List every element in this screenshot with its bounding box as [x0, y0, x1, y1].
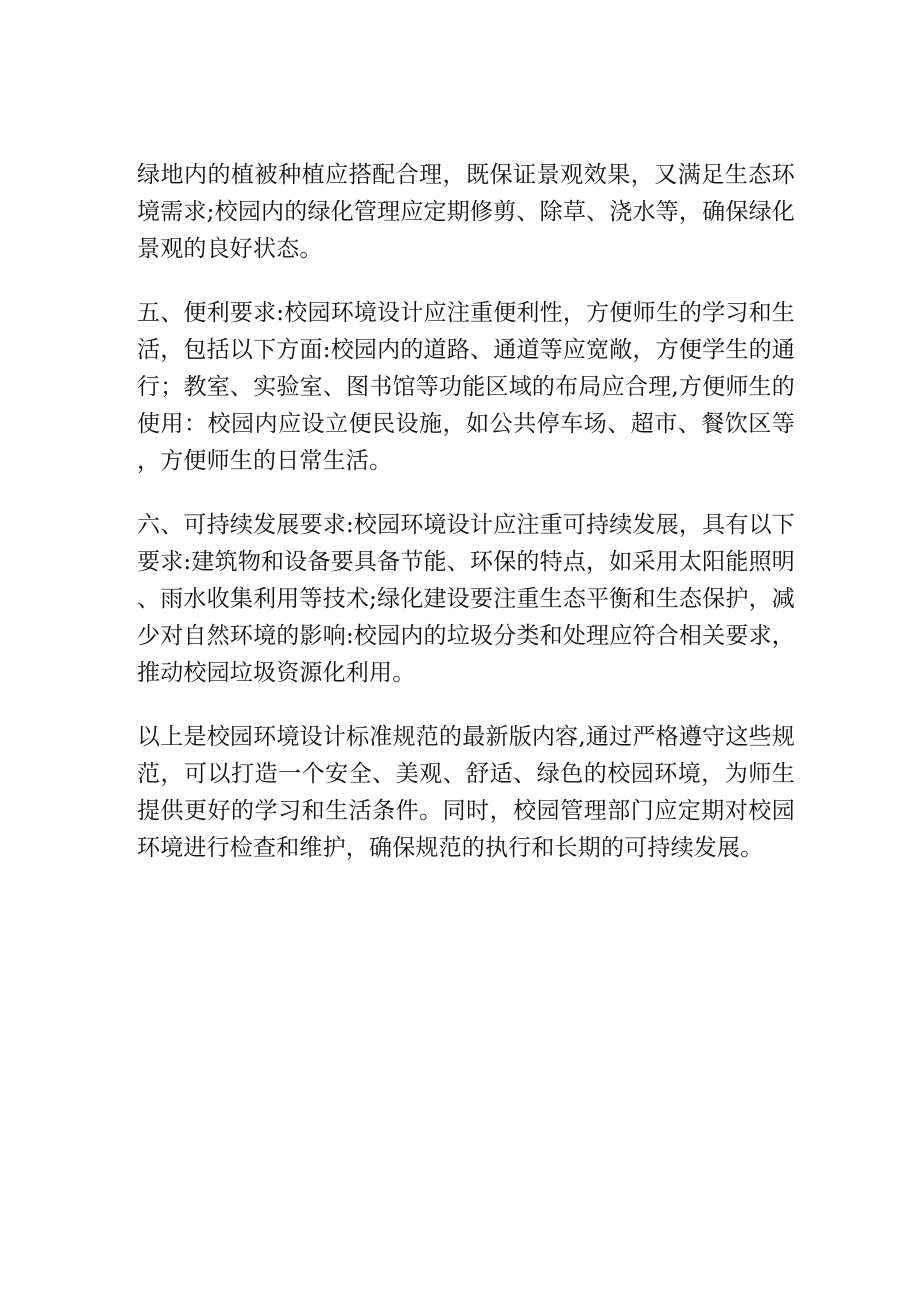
paragraph-conclusion: 以上是校园环境设计标准规范的最新版内容,通过严格遵守这些规范，可以打造一个安全、美观、舒适、绿色的校园环境，为师生提供更好的学习和生活条件。同时，校园管理部门应定期对校园环境进行检查和维护，确保规范的执行和长期的可持续发展。	[137, 724, 795, 861]
paragraph-greening-maintenance: 绿地内的植被种植应搭配合理，既保证景观效果，又满足生态环境需求;校园内的绿化管理应定期修剪、除草、浇水等，确保绿化景观的良好状态。	[137, 162, 795, 262]
paragraph-sustainability-requirements: 六、可持续发展要求:校园环境设计应注重可持续发展，具有以下要求:建筑物和设备要具备节能、环保的特点，如采用太阳能照明、雨水收集利用等技术;绿化建设要注重生态平衡和生态保护，减少对自然环境的影响:校园内的垃圾分类和处理应符合相关要求，推动校园垃圾资源化利用。	[137, 512, 795, 686]
paragraph-convenience-requirements: 五、便利要求:校园环境设计应注重便利性，方便师生的学习和生活，包括以下方面:校园内的道路、通道等应宽敞，方便学生的通行；教室、实验室、图书馆等功能区域的布局应合理,方便师生的使用：校园内应设立便民设施，如公共停车场、超市、餐饮区等，方便师生的日常生活。	[137, 300, 795, 474]
document-body	[137, 157, 795, 894]
